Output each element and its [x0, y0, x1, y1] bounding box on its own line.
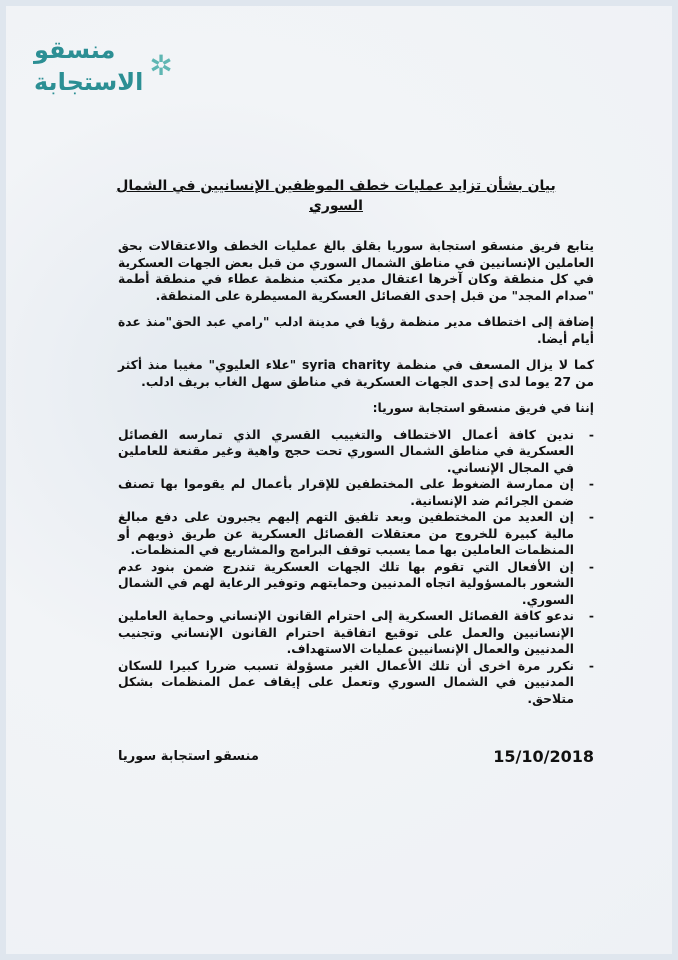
- bullet-marker: -: [588, 559, 594, 574]
- list-item: [118, 559, 594, 609]
- logo-line-1: منسقو: [34, 36, 116, 64]
- document-body: [118, 238, 594, 707]
- person-star-icon: ✲: [149, 49, 173, 82]
- list-item: [118, 476, 594, 509]
- logo-words: [34, 34, 143, 98]
- document-footer: [118, 747, 594, 766]
- paragraph: إننا في فريق منسقو استجابة سوريا:: [372, 401, 594, 415]
- paragraph: إضافة إلى اختطاف مدير منظمة رؤيا في مدينة ادلب "رامي عبد الحق"منذ عدة أيام أيضا.: [118, 315, 594, 346]
- bullet-marker: -: [588, 609, 594, 623]
- list-item: [118, 427, 594, 477]
- date: 15/10/2018: [493, 747, 594, 766]
- logo: [34, 34, 173, 98]
- paragraph: يتابع فريق منسقو استجابة سوريا بقلق بالغ عمليات الخطف والاعتقالات بحق العاملين الإنسانيين في مناطق الشمال السوري من قبل بعض الجهات العسكرية في كل منطقة وكان آخرها اعتقال مدير مكتب منظمة عطاء في منطقة أطمة "صدام المجد" من قبل إحدى الفصائل العسكرية المسيطرة على المنطقة.: [118, 239, 594, 303]
- list-item: [118, 608, 594, 658]
- document-title: بيان بشأن تزايد عمليات خطف الموظفين الإنسانيين في الشمال السوري: [116, 178, 556, 214]
- list-item-text: ندين كافة أعمال الاختطاف والتغييب القسري الذي تمارسه الفصائل العسكرية في مناطق الشمال السوري تحت حجج واهية وغير مقنعة للعاملين في المجال الإنساني.: [118, 427, 574, 475]
- bullet-marker: -: [588, 427, 594, 442]
- list-item-text: إن العديد من المختطفين وبعد تلفيق التهم إليهم يجبرون على دفع مبالغ مالية كبيرة للخروج من معتقلات الفصائل العسكرية عن طريق ذويهم أو المنظمات العاملين بها مما يسبب توقف البرامج والمشاريع في المنظمات.: [118, 510, 574, 557]
- bullet-marker: -: [588, 477, 594, 491]
- paragraph: كما لا يزال المسعف في منظمة syria charity "علاء العليوي" مغيبا منذ أكثر من 27 يوما لدى إحدى الجهات العسكرية في مناطق سهل الغاب بريف ادلب.: [118, 358, 594, 389]
- list-item-text: ندعو كافة الفصائل العسكرية إلى احترام القانون الإنساني وحماية العاملين الإنسانيين والعمل على توقيع اتفاقية احترام القانون الإنساني وتجنيب المدنيين والعمال الإنسانيين عمليات الاستهداف.: [118, 609, 574, 656]
- logo-line-2: الاستجابة: [34, 68, 144, 96]
- list-item-text: نكرر مرة اخرى أن تلك الأعمال الغير مسؤولة تسبب ضررا كبيرا للسكان المدنيين في الشمال السوري وتعمل على إيقاف عمل المنظمات بشكل متلاحق.: [118, 658, 574, 706]
- bullet-marker: -: [588, 658, 594, 673]
- list-item-text: إن الأفعال التي تقوم بها تلك الجهات العسكرية تندرج ضمن بنود عدم الشعور بالمسؤولية اتجاه المدنيين وحمايتهم وتوفير الرعاية لهم في الشمال السوري.: [118, 559, 574, 607]
- signature: منسقو استجابة سوريا: [118, 749, 259, 764]
- bullet-list: [118, 427, 594, 708]
- document-content: [118, 238, 594, 766]
- bullet-marker: -: [588, 510, 594, 524]
- list-item: [118, 658, 594, 708]
- list-item: [118, 509, 594, 559]
- list-item-text: إن ممارسة الضغوط على المختطفين للإقرار بأعمال لم يقوموا بها تصنف ضمن الجرائم ضد الإنسانية.: [118, 477, 574, 508]
